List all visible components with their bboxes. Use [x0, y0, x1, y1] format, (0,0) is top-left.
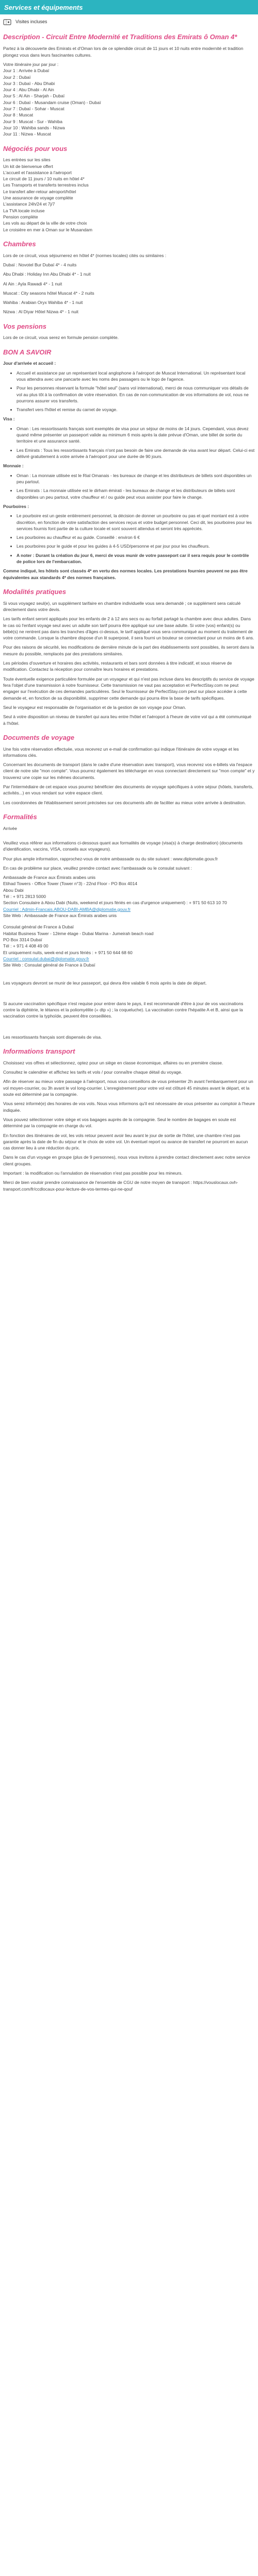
embassy-line: Section Consulaire à Abou Dabi (Nuits, weekend et jours fériés en cas d'urgence uniquement) : + 971 50 613 10 70 [3, 900, 227, 906]
itinerary-item: Jour 11 : Nizwa - Muscat [3, 131, 51, 137]
intro-text: Partez à la découverte des Emirats et d'Oman lors de ce splendide circuit de 11 jours et 10 nuits entre modernité et tradition plongez vous dans leurs fascinantes cultures. [3, 46, 244, 58]
passport-note: Les voyageurs devront se munir de leur passeport, qui devra être valable 6 mois après la date de départ. [3, 980, 207, 986]
savoir-item: • Accueil et assistance par un représentant local anglophone à l'aéroport de Muscat International. Un représentant local vous attendra avec une pancarte avec les noms des passagers ou le logo de l'agence. [17, 370, 255, 383]
embassy-line: Etihad Towers - Office Tower (Tower n°3) - 22nd Floor - PO Box 4014 [3, 881, 137, 887]
negocies-item: Le circuit de 11 jours / 10 nuits en hôtel 4* [3, 176, 85, 182]
embassy-title: Ambassade de France aux Émirats arabes unis [3, 875, 96, 880]
embassy-line: Site Web : Ambassade de France aux Émirats arabes unis [3, 913, 117, 919]
consulat-line: PO Box 3314 Dubaï [3, 937, 42, 942]
chambres-intro: Lors de ce circuit, vous séjournerez en hôtel 4* (normes locales) cités ou similaires : [3, 252, 167, 258]
hotel-item: Dubaï : Novotel Bur Dubaï 4* - 4 nuits [3, 262, 77, 267]
embassy-line: Tél : + 971 2813 5000 [3, 894, 46, 900]
pourboires-item: • Les pourboires au chauffeur et au guide. Conseillé : environ 6 € [17, 534, 255, 540]
consulat-line: Habitat Business Tower - 12ème étage - Dubai Marina - Jumeirah beach road [3, 930, 154, 936]
itinerary-item: Jour 3 : Dubaï - Abu Dhabi [3, 80, 55, 86]
standards-note: Comme indiqué, les hôtels sont classés 4* en vertu des normes locales. Les prestations fournies peuvent ne pas être équivalentes aux standards 4* des normes françaises. [3, 568, 248, 580]
transport-item: Vous pouvez sélectionner votre siège et vos bagages auprès de la compagnie. Seul le nombre de bagages en soute est déterminé par la compagnie en charge du vol. [3, 1116, 236, 1129]
documents-item: Par l'intermédiaire de cet espace vous pourrez bénéficier des documents de voyage spécifiques à votre séjour (hôtels, transferts, activités...) en vous rendant sur votre espace client. [3, 784, 253, 796]
transport-item: Merci de bien vouloir prendre connaissance de l'ensemble de CGU de notre moyen de transport : https://vouslocaux.ovh-transport.com/fr/ccdlocaux-pour-lecture-de-vos-termes-qui-ne-qouf [3, 1180, 238, 1192]
negocies-item: Les entrées sur les sites [3, 157, 51, 163]
visa-item: • Les Emirats : Tous les ressortissants français n'ont pas besoin de faire une demande de visa avant leur départ. Celui-ci est délivré gratuitement à votre arrivée à l'aéroport pour une durée de 90 jours. [17, 447, 255, 460]
consulat-line: Tél : + 971 4 408 49 00 [3, 943, 49, 949]
visites-label: Visites incluses [15, 19, 47, 25]
ticket-icon [3, 19, 11, 26]
modalites-item: Les périodes d'ouverture et horaires des activités, restaurants et bars sont données à titre indicatif, et sous réserve de modification. Contactez la réception pour connaître leurs horaires et prestations. [3, 660, 232, 672]
page [0, 0, 258, 1192]
itinerary-item: Jour 10 : Wahiba sands - Nizwa [3, 125, 65, 130]
transport-item: Afin de réserver au mieux votre passage à l'aéroport, nous vous conseillons de vous présenter 2h avant l'embarquement pour un vol moyen-courrier, ou 3h avant le vol long-courrier. L'enregistrement pour votre vol est clôturé 45 minutes avant le départ, et la soute est déterminé par la compagnie. [3, 1079, 253, 1097]
monnaie-list [3, 472, 255, 500]
transport-item: Dans le cas d'un voyage en groupe (plus de 9 personnes), nous vous invitons à prendre contact directement avec notre service client groupes. [3, 1155, 250, 1166]
savoir-item: • Transfert vers l'hôtel et remise du carnet de voyage. [17, 406, 255, 413]
modalites-item: Toute éventuelle exigence particulière formulée par un voyageur et qui n'est pas incluse dans les descriptifs du service de voyage fera l'objet d'une transmission à notre fournisseur. Cette transmission ne vaut pas acceptation et PerfectStay.com ne peut engager sur l'exécution de ces demandes particulières. Seul le fournisseur de PerfectStay.com peut sur place accéder à cette demande et, en fonction de sa disponibilité, supprimer cette demande qui pourra être la base de tarifs spécifiques. [3, 676, 254, 701]
savoir-item: • Pour les personnes réservant la formule "hôtel seul" (sans vol international), merci de nous communiquer vos détails de vol au plus tôt à la confirmation de votre réservation. En cas de non-communication de vos informations de vol, nous ne pourrons assurer vos transferts. [17, 385, 255, 404]
negocies-heading: Négociés pour vous [3, 144, 68, 152]
itinerary-item: Jour 1 : Arrivée à Dubaï [3, 68, 50, 74]
hotel-item: Al Ain : Ayla Rawadi 4* - 1 nuit [3, 281, 62, 286]
vaccination-note: Si aucune vaccination spécifique n'est requise pour entrer dans le pays, il est recommandé d'être à jour de vos vaccinations contre la diphtérie, le tétanos et la poliomyélite (« dtp ») ; la coqueluche). La vaccination contre l'hépatite A et B, ainsi que la vaccination contre la typhoïde, peuvent être conseillées. [3, 1001, 244, 1019]
negocies-item: L'accueil et l'assistance à l'aéroport [3, 170, 72, 175]
page-title: Description - Circuit Entre Modernité et Traditions des Emirats ô Oman 4* [3, 33, 237, 41]
negocies-list [3, 157, 255, 233]
transport-item: Vous serez informé(e) des horaires de vos vols. Nous vous informons qu'il est nécessaire de vous présenter au comptoir à l'heure indiquée. [3, 1101, 255, 1113]
consulat-email-link[interactable]: Courriel : consulat.dubai@diplomatie.gouv.fr [3, 956, 89, 961]
documents-item: Concernant les documents de transport (dans le cadre d'une réservation avec transport), vous recevrez vos e-billets via l'espace client de notre site "mon compte". Vous pourrez également les télécharger en vous connectant directement sur "mon compte" et y trouverez une copie sur les mêmes documents. [3, 762, 255, 780]
visites-row [0, 14, 258, 28]
hotel-item: Nizwa : Al Diyar Hôtel Nizwa 4* - 1 nuit [3, 309, 78, 315]
transport-item: Consultez le calendrier et affichez les tarifs et vols / pour connaître chaque détail du voyage. [3, 1070, 183, 1075]
ressortissants-note: Les ressortissants français sont dispensés de visa. [3, 1034, 102, 1040]
pensions-heading: Vos pensions [3, 322, 47, 330]
modalites-item: Si vous voyagez seul(e), un supplément tarifaire en chambre individuelle vous sera demandé ; ce supplément sera calculé directement dans votre devis. [3, 600, 241, 612]
monnaie-label: Monnaie : [3, 463, 24, 469]
consulat-line: Et uniquement nuits, week-end et jours fériés : + 971 50 644 68 60 [3, 950, 133, 955]
savoir-heading: BON A SAVOIR [3, 348, 52, 356]
description-content [0, 33, 258, 1192]
formalites-detail: Pour plus ample information, rapprochez-vous de notre ambassade ou du site suivant : www.diplomatie.gouv.fr [3, 856, 218, 861]
embassy-line: Abou Dabi [3, 887, 24, 893]
pourboires-label: Pourboires : [3, 503, 29, 509]
formalites-detail: En cas de problème sur place, veuillez prendre contact avec l'ambassade ou le consulat suivant : [3, 865, 192, 871]
transport-heading: Informations transport [3, 1047, 75, 1056]
itinerary-item: Jour 5 : Al Ain - Sharjah - Dubaï [3, 93, 65, 99]
modalites-item: Seul le voyageur est responsable de l'organisation et de la gestion de son voyage pour Oman. [3, 704, 186, 710]
monnaie-item: • Oman : La monnaie utilisée est le Rial Omanais - les bureaux de change et les distributeurs de billets sont disponibles un peu partout. [17, 472, 255, 485]
negocies-item: Les Transports et transferts terrestres inclus [3, 182, 89, 188]
negocies-item: Le croisière en mer à Oman sur le Musandam [3, 227, 92, 232]
pourboires-item: • Les pourboires pour le guide et pour les guides à 4-5 USD/personne et par jour pour les chauffeurs. [17, 543, 255, 549]
consulat-title: Consulat général de France à Dubaï [3, 924, 74, 930]
negocies-item: Une assurance de voyage complète [3, 195, 73, 201]
savoir-subtitle: Jour d'arrivée et accueil : [3, 361, 56, 366]
transport-item: En fonction des itinéraires de vol, les vols retour peuvent avoir lieu avant le jour de sortie de l'hôtel, une chambre n'est pas garantie après la date de fin du séjour et le choix de votre vol. Un éventuel report ou avance de transfert ne pourront en aucun cas donner lieu à une réduction du prix. [3, 1132, 248, 1151]
pourboires-item: • A noter : Durant la création du jour 6, merci de vous munir de votre passeport car il sera requis pour le contrôle de police lors de l'embarcation. [17, 552, 255, 565]
visa-label: Visa : [3, 416, 15, 422]
negocies-item: La TVA locale incluse [3, 208, 45, 213]
formalites-detail: Veuillez vous référer aux informations ci-dessous quant aux formalités de voyage (visa(s) à charge destination) (documents d'identification, vaccins, VISA, conseils aux voyageurs). [3, 840, 243, 852]
modalites-item: Les tarifs enfant seront appliqués pour les enfants de 2 à 12 ans secs ou au forfait partagé la chambre avec deux adultes. Dans le cas où l'enfant voyage seul avec un adulte son tarif pourra être appliqué sur une base adulte. Si votre (vos) enfant(s) ou bébé(s) ne rentrent pas dans les tranches d'âges ci-dessus, le tarif appliqué vous sera communiqué au moment du traitement de votre commande. Lorsque la chambre dispose d'un lit superposé, il sera fourni un bouteur se connectant pour un moins de 6 ans. [3, 616, 254, 641]
negocies-item: Les vols au départ de la ville de votre choix [3, 221, 87, 226]
embassy-email-link[interactable]: Courriel : Admin-Francais.ABOU-DABI-AMBA@diplomatie.gouv.fr [3, 906, 131, 912]
negocies-item: Le transfert aller-retour aéroport/hôtel [3, 189, 76, 194]
section-header-bar [0, 0, 258, 14]
visa-list [3, 426, 255, 460]
itinerary-block [3, 61, 255, 138]
itinerary-item: Jour 4 : Abu Dhabi - Al Ain [3, 87, 54, 93]
hotel-item: Abu Dhabi : Holiday Inn Abu Dhabi 4* - 1 nuit [3, 272, 91, 277]
visa-item: • Oman : Les ressortissants français sont exemptés de visa pour un séjour de moins de 14 jours. Cependant, vous devez quand même présenter un passeport valide au minimum 6 mois après la date prévue d'Oman, une billet de sortie du territoire et une assurance santé. [17, 426, 255, 445]
transport-item: Choisissez vos offres et sélectionnez, optez pour un siège en classe économique, affaires ou en première classe. [3, 1060, 223, 1065]
embassy-block [3, 874, 255, 919]
chambres-heading: Chambres [3, 240, 36, 248]
documents-item: Les coordonnées de l'établissement seront précisées sur ces documents afin de faciliter au mieux votre arrivée à destination. [3, 800, 246, 805]
section-header-title: Services et équipements [4, 4, 83, 11]
hotel-item: Muscat : City seasons hôtel Muscat 4* - 2 nuits [3, 290, 94, 296]
itinerary-item: Jour 8 : Muscat [3, 112, 34, 118]
formalites-text: Arrivée [3, 825, 17, 831]
pourboires-item: • Le pourboire est un geste entièrement personnel, la décision de donner un pourboire ou pas et quel montant est à votre discrétion, en fonction de votre satisfaction des services reçus et votre budget personnel. Ceci dit, les pourboires pour les services fournis font partie de la culture locale et sont souvent attendus et seront très appréciés. [17, 513, 255, 532]
itinerary-label: Votre itinéraire jour par jour : [3, 61, 59, 67]
hotel-item: Wahiba : Arabian Oryx Wahiba 4* - 1 nuit [3, 300, 83, 306]
negocies-item: Pension complète [3, 214, 38, 220]
documents-heading: Documents de voyage [3, 733, 74, 741]
consulat-line: Site Web : Consulat général de France à Dubaï [3, 962, 95, 968]
transport-item: Important : la modification ou l'annulation de réservation n'est pas possible pour les mineurs. [3, 1171, 183, 1176]
itinerary-item: Jour 2 : Dubaï [3, 74, 31, 80]
itinerary-item: Jour 9 : Muscat - Sur - Wahiba [3, 118, 62, 124]
monnaie-item: • Les Emirats : La monnaie utilisée est le dirham émirati - les bureaux de change et les distributeurs de billets sont disponibles un peu partout, votre chauffeur et / ou guide peut vous assister pour faire le change. [17, 487, 255, 500]
itinerary-item: Jour 7 : Dubaï - Sohar - Muscat [3, 106, 64, 112]
modalites-item: Pour des raisons de sécurité, les modifications de dernière minute de la part des établissements sont possibles, ils seront dans la mesure du possible, remplacés par des prestations similaires. [3, 645, 254, 656]
pourboires-list [3, 513, 255, 565]
consulat-block [3, 924, 255, 968]
negocies-item: Un kit de bienvenue offert [3, 163, 53, 169]
modalites-item: Seul à votre disposition un niveau de transfert qui aura lieu entre l'hôtel et l'aéroport à l'heure de votre vol qui a été communiqué à l'hôtel. [3, 714, 252, 726]
modalites-heading: Modalités pratiques [3, 588, 67, 596]
savoir-list [3, 370, 255, 413]
formalites-heading: Formalités [3, 813, 37, 821]
negocies-item: L'assistance 24h/24 et 7j/7 [3, 201, 55, 207]
pensions-text: Lors de ce circuit, vous serez en formule pension complète. [3, 335, 119, 341]
documents-item: Une fois votre réservation effectuée, vous recevrez un e-mail de confirmation qui indique l'itinéraire de votre voyage et les informations clés. [3, 746, 239, 758]
itinerary-item: Jour 6 : Dubaï - Musandam cruise (Oman) - Dubaï [3, 99, 101, 105]
